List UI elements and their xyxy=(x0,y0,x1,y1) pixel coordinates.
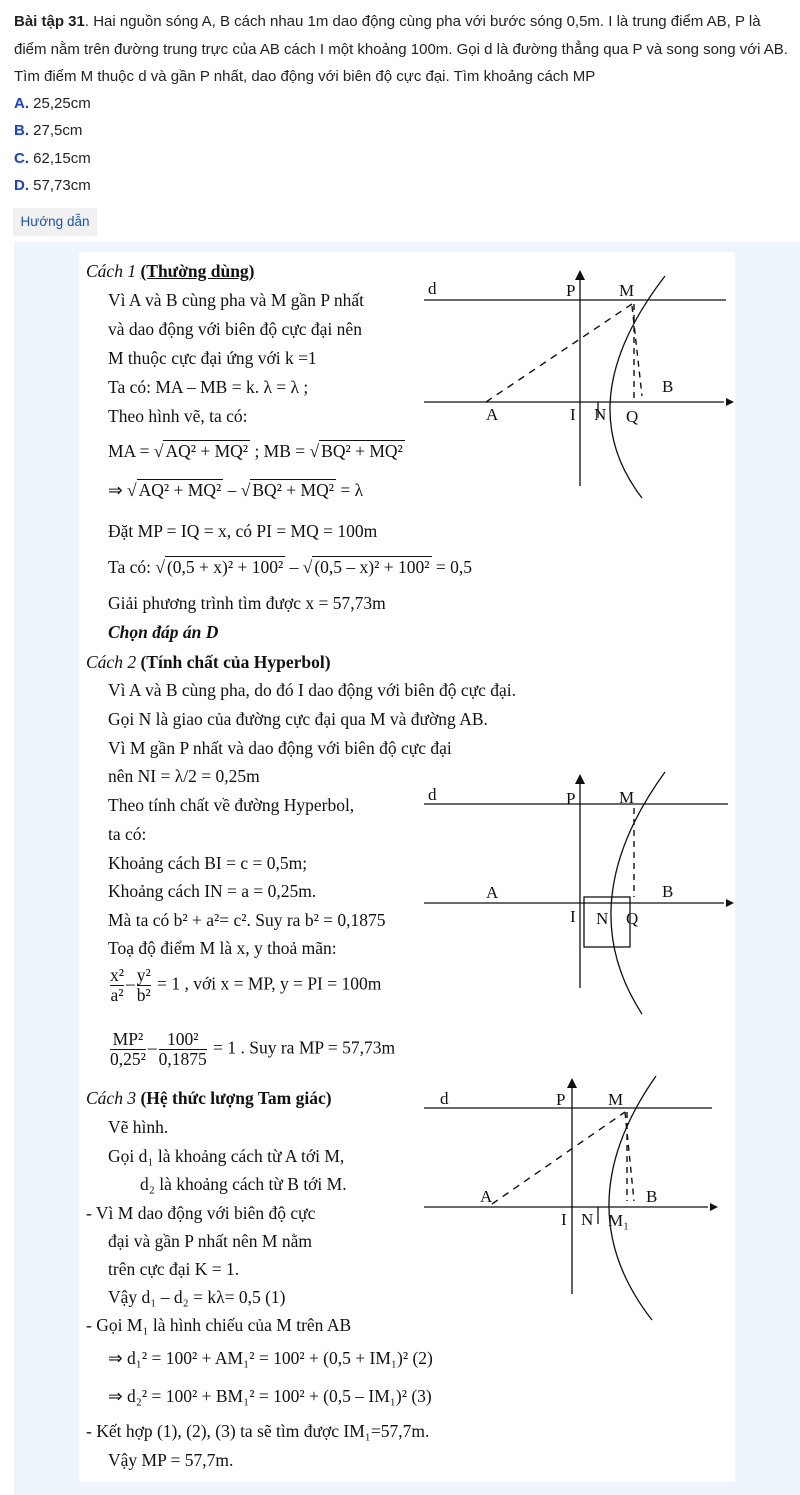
figure1-label-i: I xyxy=(570,405,576,424)
figure2-label-b: B xyxy=(662,882,674,901)
figure1-label-n: N xyxy=(594,405,607,424)
question-label: Bài tập 31 xyxy=(14,13,85,30)
method1-line10: Giải phương trình tìm được x = 57,73m xyxy=(108,593,386,613)
figure3-label-b: B xyxy=(646,1187,658,1206)
method1-line2: và dao động với biên độ cực đại nên xyxy=(108,319,362,339)
figure3-label-n: N xyxy=(581,1210,594,1229)
method3-line11: - Kết hợp (1), (2), (3) ta sẽ tìm được IM₁=57,7m. xyxy=(86,1421,430,1441)
figure1-arrow-x xyxy=(726,398,734,406)
method2-title: Cách 2 (Tính chất của Hyperbol) xyxy=(86,652,331,672)
method1-line6: MA = √ AQ² + MQ² ; MB = √ BQ² + MQ² xyxy=(108,441,403,461)
method3-line6: trên cực đại K = 1. xyxy=(108,1259,240,1279)
method2-line1: Vì A và B cùng pha, do đó I dao động với biên độ cực đại. xyxy=(108,680,517,700)
figure3-label-m1: M₁ xyxy=(608,1211,630,1230)
method3-line10: ⇒ d₂² = 100² + BM₁² = 100² + (0,5 – IM₁)² (3) xyxy=(108,1386,432,1406)
method2-line9: Mà ta có b² + a²= c². Suy ra b² = 0,1875 xyxy=(108,910,386,930)
method2-equation1: $\frac{\text{x²}}{\text{a²}}$ – $\frac{\text{y²}}{\text{b²}}$ = 1 , với x = MP, y = PI = 100m xyxy=(110,965,382,1005)
figure3-arrow-x xyxy=(710,1203,718,1211)
method2-line7: Khoảng cách BI = c = 0,5m; xyxy=(108,853,308,873)
method2-line8: Khoảng cách IN = a = 0,25m. xyxy=(108,881,317,901)
figure2-label-a: A xyxy=(486,883,499,902)
figure3-label-m: M xyxy=(608,1090,624,1109)
method1-line4: Ta có: MA – MB = k. λ = λ ; xyxy=(108,377,309,397)
method3-line12: Vậy MP = 57,7m. xyxy=(108,1450,234,1470)
method3-line1: Vẽ hình. xyxy=(108,1117,169,1137)
figure1-label-p: P xyxy=(566,281,576,300)
figure1-label-d: d xyxy=(428,279,437,298)
figure1-dashed-am xyxy=(486,304,632,402)
question xyxy=(14,8,790,91)
option-d[interactable]: D. 57,73cm xyxy=(14,177,91,194)
method3-line3: d₂ là khoảng cách từ B tới M. xyxy=(140,1174,347,1194)
method1-line5: Theo hình vẽ, ta có: xyxy=(108,406,248,426)
figure3-label-p: P xyxy=(556,1090,566,1109)
method1-line7: ⇒ √ AQ² + MQ² – √ BQ² + MQ² = λ xyxy=(108,480,364,500)
figure1-label-q: Q xyxy=(626,407,639,426)
method1-line9: Ta có: √ (0,5 + x)² + 100² – √ (0,5 – x)² + 100² = 0,5 xyxy=(108,557,473,577)
method2-line5: Theo tính chất về đường Hyperbol, xyxy=(108,795,355,815)
figure2-label-n: N xyxy=(596,909,609,928)
figure1-label-a: A xyxy=(486,405,499,424)
method2-line6: ta có: xyxy=(108,824,147,844)
figure2-arrow-x xyxy=(726,899,734,907)
option-a[interactable]: A. 25,25cm xyxy=(14,95,91,112)
method3-line5: đại và gần P nhất nên M nằm xyxy=(108,1231,312,1251)
figure1-hyperbola xyxy=(610,276,665,498)
figure2-label-i: I xyxy=(570,907,576,926)
figure2-label-m: M xyxy=(619,788,635,807)
figure3-diagram xyxy=(420,1074,730,1324)
method3-line7: Vậy d₁ – d₂ = kλ= 0,5 (1) xyxy=(108,1287,286,1307)
figure3-label-i: I xyxy=(561,1210,567,1229)
method2-line4: nên NI = λ/2 = 0,25m xyxy=(108,766,260,786)
figure2-arrow-y xyxy=(575,774,585,784)
figure2-hyperbola xyxy=(611,772,665,1014)
method1-line8: Đặt MP = IQ = x, có PI = MQ = 100m xyxy=(108,521,378,541)
figure2-label-q: Q xyxy=(626,909,639,928)
figure1-arrow-y xyxy=(575,270,585,280)
method3-line4: - Vì M dao động với biên độ cực xyxy=(86,1203,316,1223)
method1-line1: Vì A và B cùng pha và M gần P nhất xyxy=(108,290,364,310)
figure2-label-p: P xyxy=(566,789,576,808)
method2-line2: Gọi N là giao của đường cực đại qua M và đường AB. xyxy=(108,709,488,729)
method2-line10: Toạ độ điểm M là x, y thoả mãn: xyxy=(108,938,337,958)
figure3-dashed-am xyxy=(492,1112,625,1204)
hint-button[interactable]: Hướng dẫn xyxy=(13,208,97,236)
option-c[interactable]: C. 62,15cm xyxy=(14,150,91,167)
figure1-label-b: B xyxy=(662,377,674,396)
method2-line3: Vì M gần P nhất và dao động với biên độ cực đại xyxy=(108,738,452,758)
method3-title: Cách 3 (Hệ thức lượng Tam giác) xyxy=(86,1088,332,1108)
figure2-diagram xyxy=(420,770,740,1020)
figure3-arrow-y xyxy=(567,1078,577,1088)
option-b[interactable]: B. 27,5cm xyxy=(14,122,83,139)
method3-line8: - Gọi M₁ là hình chiếu của M trên AB xyxy=(86,1315,352,1335)
method3-line9: ⇒ d₁² = 100² + AM₁² = 100² + (0,5 + IM₁)² (2) xyxy=(108,1348,433,1368)
figure1-diagram xyxy=(420,268,740,508)
figure3-label-d: d xyxy=(440,1089,449,1108)
method1-answer: Chọn đáp án D xyxy=(108,622,219,642)
figure3-label-a: A xyxy=(480,1187,493,1206)
method1-title: Cách 1 (Thường dùng) xyxy=(86,261,255,281)
method3-line2: Gọi d₁ là khoảng cách từ A tới M, xyxy=(108,1146,345,1166)
method1-line3: M thuộc cực đại ứng với k =1 xyxy=(108,348,317,368)
method2-equation2: $\frac{\text{MP²}}{\text{0,25²}}$ – $\frac{\text{100²}}{0,1875}$ = 1 . Suy ra MP = 57,73m xyxy=(110,1029,396,1069)
question-text: . Hai nguồn sóng A, B cách nhau 1m dao động cùng pha với bước sóng 0,5m. I là trung điểm AB, P là điểm nằm trên đường trung trực của AB cách I một khoảng 100m. Gọi d là đường thẳng qua P và song song với AB. Tìm điểm M thuộc d và gần P nhất, dao động với biên độ cực đại. Tìm khoảng cách MP xyxy=(14,13,788,85)
figure2-label-d: d xyxy=(428,785,437,804)
figure1-label-m: M xyxy=(619,281,635,300)
